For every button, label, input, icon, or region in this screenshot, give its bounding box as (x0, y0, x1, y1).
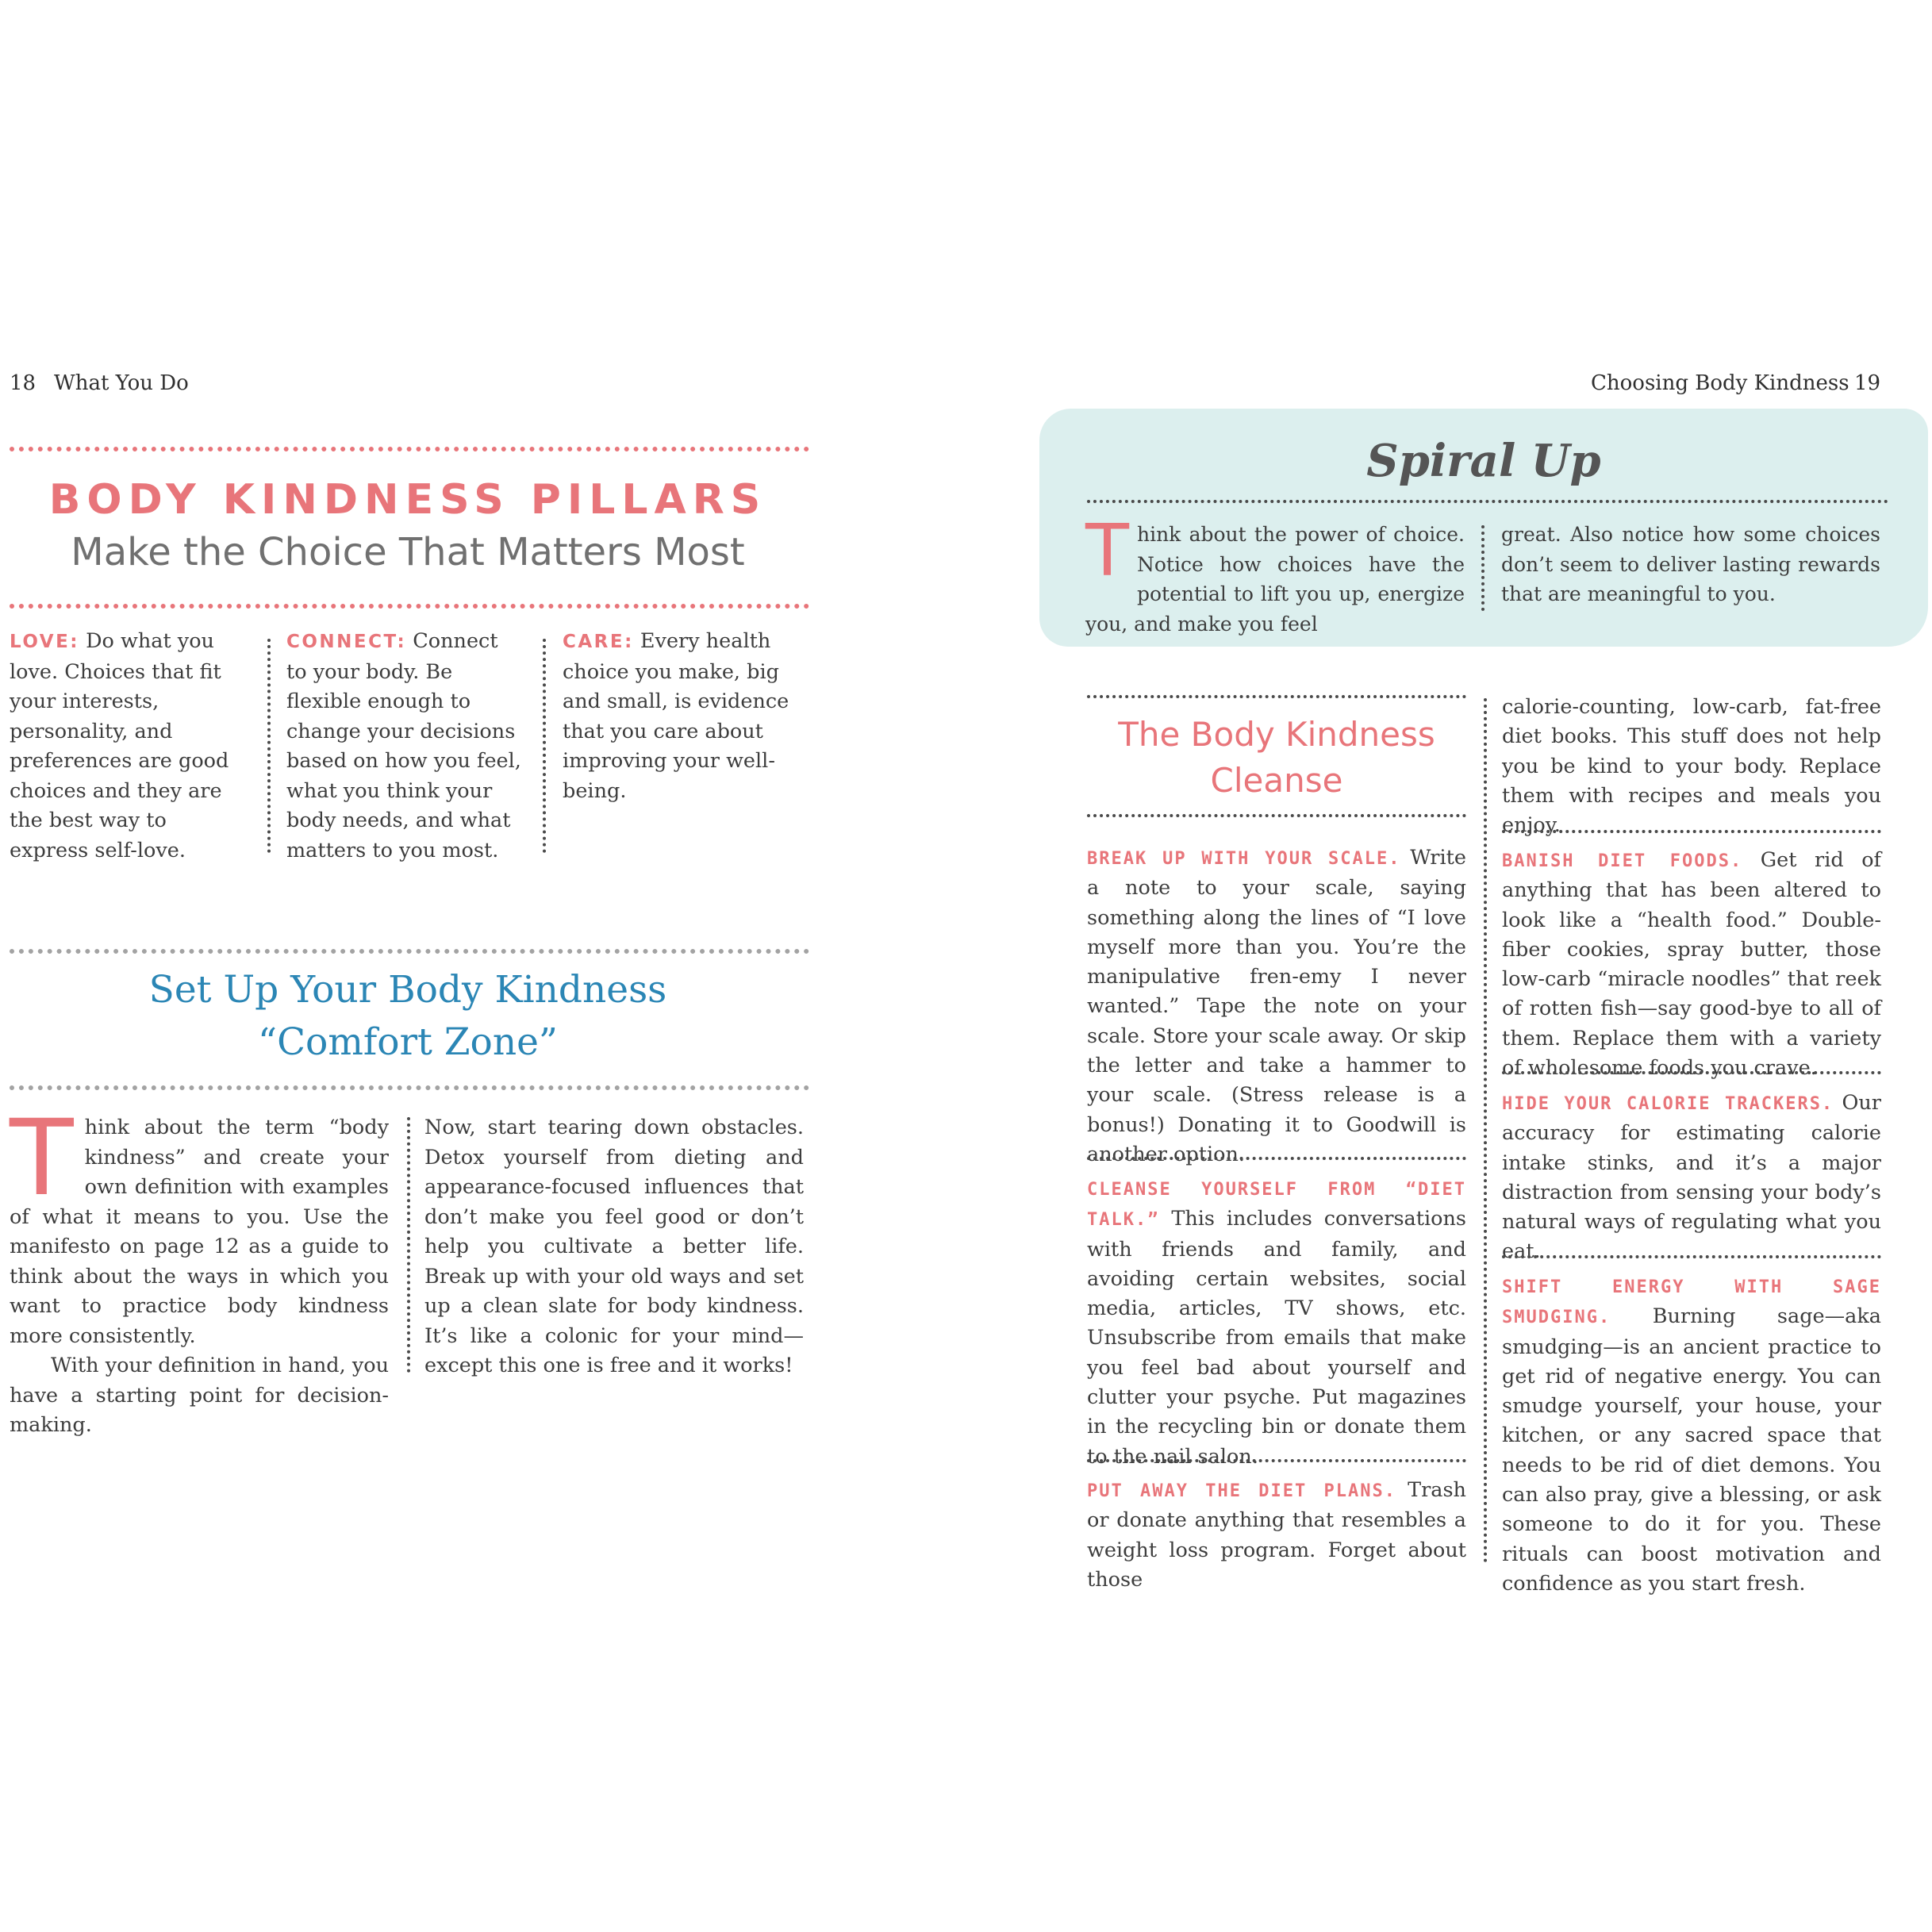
spiral-up-title: Spiral Up (1366, 435, 1601, 487)
spiral-up-dropcap: T (1085, 509, 1129, 593)
pillar-love-text: Do what you love. Choices that fit your interests, personality, and preferences are good choices and they are the best way to express self-love. (10, 629, 229, 862)
cleanse-item-scale (1087, 843, 1466, 1170)
cleanse-item-trackers-lead: HIDE YOUR CALORIE TRACKERS. (1502, 1094, 1834, 1114)
spiral-up-separator (1481, 525, 1485, 611)
cleanse-title-divider (1087, 814, 1466, 817)
pillars-top-divider (10, 447, 809, 451)
spiral-up-column-2 (1501, 520, 1880, 609)
cleanse-divider-5 (1502, 1255, 1881, 1258)
spiral-up-column-1 (1085, 509, 1465, 639)
comfort-paragraph-3: Now, start tearing down obstacles. Detox yourself from dieting and appearance-focused influences that don’t make you feel good or don’t help you cultivate a better life. Break up with your old ways and set up a clean slate for body kindness. It’s like a colonic for your mind—except this one is free and it works! (424, 1116, 804, 1377)
comfort-paragraph-1: hink about the term “body kindness” and create your own definition with examples of what it means to you. Use the manifesto on page 12 as a guide to think about the ways in which you want to practice body kindness more consistently. (10, 1116, 389, 1348)
pillar-separator-2 (543, 639, 546, 853)
comfort-column-2 (424, 1113, 804, 1381)
running-head-left: What You Do (54, 371, 189, 395)
cleanse-divider-1 (1087, 1157, 1466, 1160)
cleanse-item-sage-text: Burning sage—aka smudging—is an ancient practice to get rid of negative energy. You can smudge yourself, your house, your kitchen, or any sacred space that needs to be rid of diet demons. You can also pray, give a blessing, or ask someone to do it for you. These rituals can boost motivation and confidence as you start fresh. (1502, 1304, 1881, 1596)
cleanse-divider-4 (1502, 1071, 1881, 1074)
pillars-bottom-divider (10, 604, 809, 609)
cleanse-item-diet-talk (1087, 1174, 1466, 1472)
comfort-column-separator (407, 1117, 410, 1373)
spiral-up-divider (1087, 500, 1888, 503)
cleanse-column-separator (1484, 698, 1487, 1563)
running-head-right: Choosing Body Kindness (1591, 371, 1849, 395)
comfort-paragraph-2: With your definition in hand, you have a starting point for decision-making. (10, 1354, 389, 1437)
pillar-care-lead: CARE: (563, 632, 634, 652)
cleanse-item-scale-lead: BREAK UP WITH YOUR SCALE. (1087, 849, 1401, 869)
spiral-up-text-2: great. Also notice how some choices don’t seem to deliver lasting rewards that are meaningful to you. (1501, 523, 1880, 605)
pillars-subtitle: Make the Choice That Matters Most (71, 530, 745, 574)
comfort-bottom-divider (10, 1085, 809, 1090)
cleanse-title (1087, 712, 1466, 804)
cleanse-item-diet-plans-lead: PUT AWAY THE DIET PLANS. (1087, 1481, 1396, 1501)
cleanse-item-diet-foods-text: Get rid of anything that has been altered to look like a “health food.” Double-fiber cookies, spray butter, those low-carb “miracle noodles” that reek of rotten fish—say good-bye to all of them. Replace them with a variety of wholesome foods you crave. (1502, 848, 1881, 1081)
page-number-right: 19 (1854, 371, 1881, 395)
pillar-care-text: Every health choice you make, big and small, is evidence that you care about improving your well-being. (563, 629, 789, 803)
comfort-top-divider (10, 949, 809, 954)
cleanse-item-trackers-text: Our accuracy for estimating calorie intake stinks, and it’s a major distraction from sensing your body’s natural ways of regulating what you eat. (1502, 1091, 1881, 1264)
cleanse-item-scale-text: Write a note to your scale, saying something along the lines of “I love myself more than you. You’re the manipulative fren-emy I never wanted.” Tape the note on your scale. Store your scale away. Or skip the letter and take a hammer to your scale. (Stress release is a bonus!) Donating it to Goodwill is another option. (1087, 846, 1466, 1166)
comfort-title-line1: Set Up Your Body Kindness (148, 968, 667, 1012)
pillar-connect-lead: CONNECT: (286, 632, 407, 652)
cleanse-continued-text: calorie-counting, low-carb, fat-free diet books. This stuff does not help you be kind to your body. Replace them with recipes and meals you enjoy. (1502, 695, 1881, 838)
spiral-up-text-1: hink about the power of choice. Notice how choices have the potential to lift you up, energize you, and make you feel (1085, 523, 1465, 636)
cleanse-item-trackers (1502, 1089, 1881, 1267)
page-number-left: 18 (10, 371, 36, 395)
cleanse-divider-3 (1502, 830, 1881, 833)
cleanse-divider-2 (1087, 1459, 1466, 1462)
pillar-separator-1 (267, 639, 271, 853)
comfort-title-line2: “Comfort Zone” (258, 1020, 558, 1064)
pillar-connect (286, 627, 523, 866)
pillar-love-lead: LOVE: (10, 632, 79, 652)
cleanse-continued (1502, 693, 1881, 840)
comfort-dropcap: T (10, 1097, 74, 1220)
cleanse-item-sage (1502, 1272, 1881, 1599)
cleanse-item-diet-talk-lead: CLEANSE YOURSELF FROM “DIET TALK.” (1087, 1180, 1466, 1231)
cleanse-item-diet-foods-lead: BANISH DIET FOODS. (1502, 851, 1743, 871)
cleanse-title-line1: The Body Kindness (1118, 715, 1435, 754)
pillars-title: BODY KINDNESS PILLARS (48, 476, 767, 524)
cleanse-item-diet-talk-text: This includes conversations with friends and family, and avoiding certain websites, social media, articles, TV shows, etc. Unsubscribe from emails that make you feel bad about yourself and clutter your psyche. Put magazines in the recycling bin or donate them to the nail salon. (1087, 1207, 1466, 1469)
cleanse-top-divider (1087, 695, 1466, 698)
cleanse-item-diet-plans-text: Trash or donate anything that resembles a weight loss program. Forget about those (1087, 1478, 1466, 1592)
cleanse-item-sage-lead: SHIFT ENERGY WITH SAGE SMUDGING. (1502, 1277, 1881, 1328)
comfort-column-1 (10, 1097, 389, 1441)
pillar-love (10, 627, 246, 866)
pillar-care (563, 627, 793, 806)
cleanse-item-diet-foods (1502, 846, 1881, 1083)
cleanse-title-line2: Cleanse (1210, 761, 1343, 800)
cleanse-item-diet-plans (1087, 1476, 1466, 1595)
pillar-connect-text: Connect to your body. Be flexible enough to change your decisions based on how you feel, what you think your body needs, and what matters to you most. (286, 629, 521, 862)
